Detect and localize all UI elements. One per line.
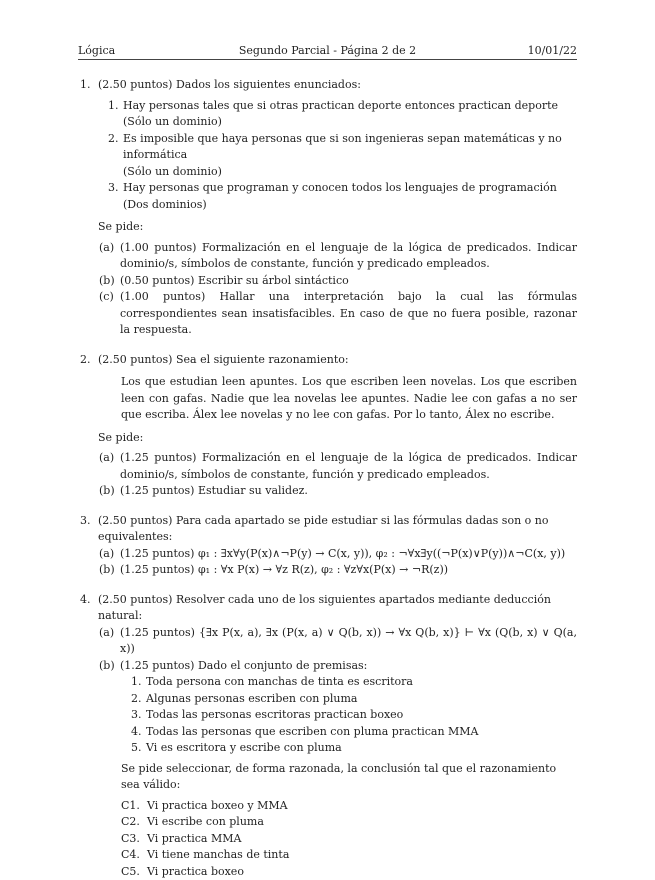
- sub-label: (a): [99, 546, 114, 563]
- premise-item: [78, 691, 577, 708]
- statement-domain: (Dos dominios): [123, 197, 577, 214]
- sub-text: (1.25 puntos) Formalización en el lenguaje de la lógica de predicados. Indicar dominio/s, símbolos de constante, función y predicado empleados.: [120, 451, 577, 481]
- conclusion-number: C3.: [121, 831, 140, 848]
- conclusion-prompt: Se pide seleccionar, de forma razonada, la conclusión tal que el razonamiento sea válido:: [121, 761, 577, 794]
- sub-text: (1.25 puntos) Estudiar su validez.: [120, 484, 308, 497]
- se-pide-label: Se pide:: [98, 219, 577, 236]
- conclusion-number: C2.: [121, 814, 140, 831]
- statement-domain: (Sólo un dominio): [123, 164, 577, 181]
- conclusion-option: [78, 798, 577, 815]
- sub-label: (b): [99, 562, 115, 579]
- question-title: (2.50 puntos) Dados los siguientes enunciados:: [98, 78, 361, 91]
- sub-text: (1.00 puntos) Hallar una interpretación bajo la cual las fórmulas correspondientes sean insatisfacibles. En caso de que no fuera posible, razonar la respuesta.: [120, 290, 577, 336]
- conclusion-text: Vi practica boxeo: [147, 865, 244, 878]
- sub-question: [78, 240, 577, 273]
- question-title: (2.50 puntos) Para cada apartado se pide estudiar si las fórmulas dadas son o no equivalentes:: [98, 514, 548, 544]
- conclusion-number: C5.: [121, 864, 140, 880]
- exam-content: [78, 77, 577, 880]
- sub-question: [78, 625, 577, 658]
- premise-number: 3.: [131, 707, 142, 724]
- sub-label: (c): [99, 289, 114, 306]
- conclusion-number: C4.: [121, 847, 140, 864]
- premise-text: Toda persona con manchas de tinta es escritora: [146, 675, 413, 688]
- sub-text: (1.00 puntos) Formalización en el lenguaje de la lógica de predicados. Indicar dominio/s, símbolos de constante, función y predicado empleados.: [120, 241, 577, 271]
- premise-number: 1.: [131, 674, 142, 691]
- question-2: [78, 352, 577, 369]
- conclusion-text: Vi practica boxeo y MMA: [147, 799, 288, 812]
- item-number: 2.: [108, 131, 119, 148]
- question-number: 3.: [80, 513, 91, 530]
- formula-text: (1.25 puntos) φ₁ : ∀x P(x) → ∀z R(z), φ₂ : ∀z∀x(P(x) → ¬R(z)): [120, 563, 448, 576]
- sub-question: [78, 546, 577, 563]
- premise-item: [78, 724, 577, 741]
- conclusion-text: Vi tiene manchas de tinta: [147, 848, 289, 861]
- premise-item: [78, 740, 577, 757]
- exam-date: 10/01/22: [528, 43, 577, 60]
- sub-question: [78, 450, 577, 483]
- sub-question: [78, 658, 577, 675]
- premise-number: 5.: [131, 740, 142, 757]
- question-title: (2.50 puntos) Resolver cada uno de los siguientes apartados mediante deducción natural:: [98, 593, 551, 623]
- sub-label: (a): [99, 240, 114, 257]
- statement-text: Es imposible que haya personas que si son ingenieras sepan matemáticas y no informática: [123, 131, 577, 164]
- page-header: [78, 43, 577, 60]
- sub-question: [78, 273, 577, 290]
- item-number: 3.: [108, 180, 119, 197]
- sub-label: (a): [99, 450, 114, 467]
- sub-question: [78, 483, 577, 500]
- premise-text: Todas las personas que escriben con pluma practican MMA: [146, 725, 479, 738]
- premise-text: Vi es escritora y escribe con pluma: [146, 741, 342, 754]
- conclusion-option: [78, 864, 577, 880]
- course-title: Lógica: [78, 43, 115, 60]
- sub-label: (a): [99, 625, 114, 642]
- se-pide-label: Se pide:: [98, 430, 577, 447]
- premise-item: [78, 707, 577, 724]
- statement-item: [78, 180, 577, 213]
- conclusion-text: Vi practica MMA: [147, 832, 241, 845]
- question-title: (2.50 puntos) Sea el siguiente razonamiento:: [98, 353, 349, 366]
- sub-text: (1.25 puntos) Dado el conjunto de premisas:: [120, 659, 367, 672]
- sub-text: (0.50 puntos) Escribir su árbol sintáctico: [120, 274, 349, 287]
- question-number: 4.: [80, 592, 91, 609]
- question-number: 1.: [80, 77, 91, 94]
- item-number: 1.: [108, 98, 119, 115]
- statement-item: [78, 98, 577, 131]
- statement-text: Hay personas tales que si otras practican deporte entonces practican deporte: [123, 98, 577, 115]
- question-3: [78, 513, 577, 546]
- formula-text: (1.25 puntos) φ₁ : ∃x∀y(P(x)∧¬P(y) → C(x, y)), φ₂ : ¬∀x∃y((¬P(x)∨P(y))∧¬C(x, y)): [120, 547, 565, 560]
- statement-text: Hay personas que programan y conocen todos los lenguajes de programación: [123, 180, 577, 197]
- conclusion-number: C1.: [121, 798, 140, 815]
- conclusion-option: [78, 847, 577, 864]
- formula-text: (1.25 puntos) {∃x P(x, a), ∃x (P(x, a) ∨ Q(b, x)) → ∀x Q(b, x)} ⊢ ∀x (Q(b, x) ∨ Q(a, x)): [120, 626, 577, 656]
- sub-label: (b): [99, 658, 115, 675]
- sub-label: (b): [99, 273, 115, 290]
- premise-number: 2.: [131, 691, 142, 708]
- exam-title: Segundo Parcial - Página 2 de 2: [78, 43, 577, 60]
- conclusion-option: [78, 831, 577, 848]
- statement-domain: (Sólo un dominio): [123, 114, 577, 131]
- premise-number: 4.: [131, 724, 142, 741]
- premise-text: Algunas personas escriben con pluma: [146, 692, 357, 705]
- question-4: [78, 592, 577, 625]
- premise-text: Todas las personas escritoras practican boxeo: [146, 708, 403, 721]
- sub-label: (b): [99, 483, 115, 500]
- conclusion-option: [78, 814, 577, 831]
- question-1: [78, 77, 577, 94]
- sub-question: [78, 289, 577, 339]
- reasoning-paragraph: Los que estudian leen apuntes. Los que escriben leen novelas. Los que escriben leen con gafas. Nadie que lea novelas lee apuntes. Nadie lee con gafas a no ser que escriba. Álex lee novelas y no lee con gafas. Por lo tanto, Álex no escribe.: [121, 374, 577, 424]
- conclusion-text: Vi escribe con pluma: [147, 815, 264, 828]
- question-number: 2.: [80, 352, 91, 369]
- sub-question: [78, 562, 577, 579]
- statement-item: [78, 131, 577, 181]
- premise-item: [78, 674, 577, 691]
